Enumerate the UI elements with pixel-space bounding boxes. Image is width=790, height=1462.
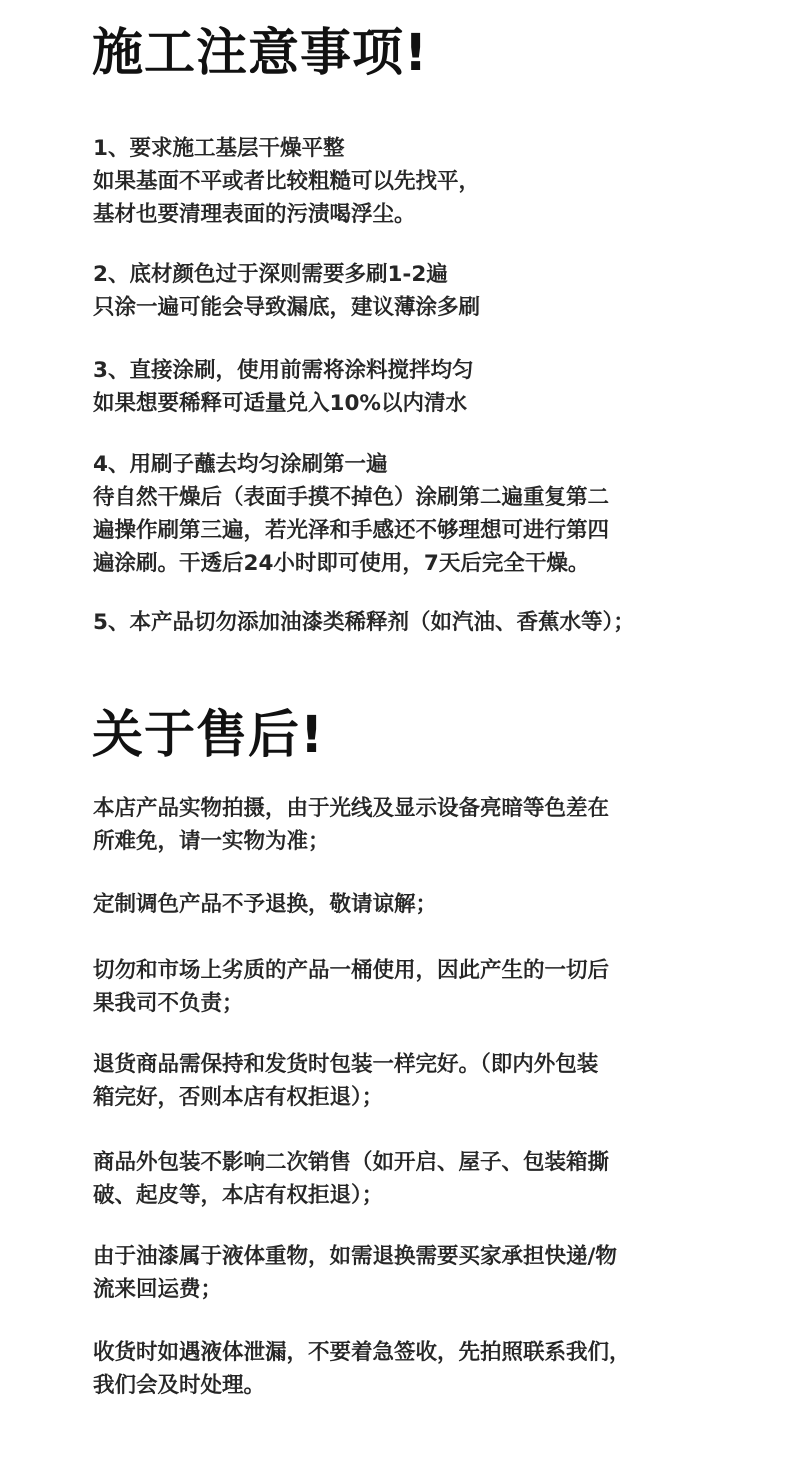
aftersale-item-3: [93, 954, 609, 1020]
note-line: 3、直接涂刷，使用前需将涂料搅拌均匀: [93, 358, 474, 383]
note-line: 遍操作刷第三遍，若光泽和手感还不够理想可进行第四: [93, 518, 610, 543]
note-item-3: [93, 354, 473, 420]
aftersale-item-2: [93, 888, 437, 921]
aftersale-item-4: [93, 1048, 598, 1114]
aftersale-line: 定制调色产品不予退换，敬请谅解；: [93, 892, 438, 917]
aftersale-line: 退货商品需保持和发货时包装一样完好。（即内外包装: [93, 1052, 599, 1077]
note-item-5: [93, 606, 635, 639]
aftersale-title: 关于售后!: [92, 706, 325, 765]
aftersale-line: 商品外包装不影响二次销售（如开启、屋子、包装箱撕: [93, 1150, 610, 1175]
aftersale-line: 箱完好，否则本店有权拒退）；: [93, 1085, 384, 1110]
aftersale-line: 果我司不负责；: [93, 991, 244, 1016]
aftersale-line: 本店产品实物拍摄，由于光线及显示设备亮暗等色差在: [93, 796, 610, 821]
aftersale-item-7: [93, 1336, 631, 1402]
aftersale-line: 由于油漆属于液体重物，如需退换需要买家承担快递/物: [93, 1244, 617, 1269]
note-line: 4、用刷子蘸去均匀涂刷第一遍: [93, 452, 388, 477]
construction-notes-title: 施工注意事项!: [92, 24, 429, 83]
note-line: 5、本产品切勿添加油漆类稀释剂（如汽油、香蕉水等）；: [93, 610, 635, 635]
aftersale-item-5: [93, 1146, 609, 1212]
note-line: 遍涂刷。干透后24小时即可使用，7天后完全干燥。: [93, 551, 590, 576]
note-line: 2、底材颜色过于深则需要多刷1-2遍: [93, 262, 448, 287]
aftersale-item-1: [93, 792, 609, 858]
note-item-4: [93, 448, 609, 580]
aftersale-item-6: [93, 1240, 617, 1306]
aftersale-line: 流来回运费；: [93, 1277, 223, 1302]
aftersale-line: 切勿和市场上劣质的产品一桶使用，因此产生的一切后: [93, 958, 610, 983]
note-item-2: [93, 258, 480, 324]
note-line: 如果想要稀释可适量兑入10%以内清水: [93, 391, 467, 416]
note-line: 1、要求施工基层干燥平整: [93, 136, 345, 161]
note-line: 只涂一遍可能会导致漏底，建议薄涂多刷: [93, 295, 481, 320]
note-line: 基材也要清理表面的污渍喝浮尘。: [93, 202, 416, 227]
aftersale-line: 所难免，请一实物为准；: [93, 829, 330, 854]
aftersale-line: 收货时如遇液体泄漏，不要着急签收，先拍照联系我们，: [93, 1340, 631, 1365]
note-item-1: [93, 132, 480, 231]
aftersale-line: 破、起皮等，本店有权拒退）；: [93, 1183, 384, 1208]
aftersale-line: 我们会及时处理。: [93, 1373, 266, 1398]
note-line: 如果基面不平或者比较粗糙可以先找平，: [93, 169, 481, 194]
note-line: 待自然干燥后（表面手摸不掉色）涂刷第二遍重复第二: [93, 485, 610, 510]
